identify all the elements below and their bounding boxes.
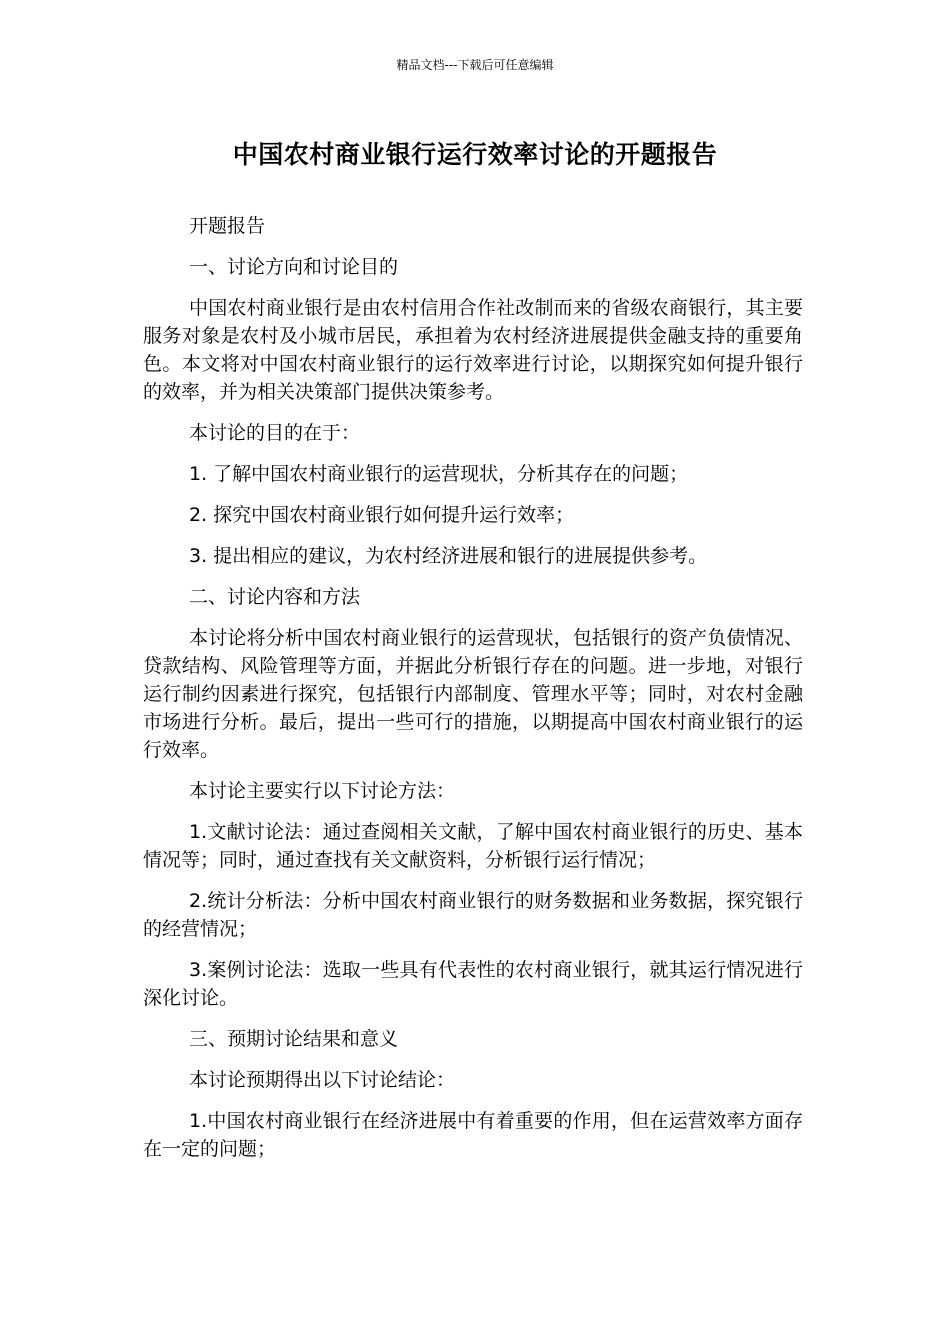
section-heading-1: 一、讨论方向和讨论目的	[189, 256, 399, 278]
method-item-1: 1.文献讨论法：通过查阅相关文献，了解中国农村商业银行的历史、基本情况等；同时，通过查找有关文献资料，分析银行运行情况；	[143, 821, 803, 871]
paragraph-results-lead: 本讨论预期得出以下讨论结论：	[189, 1069, 456, 1091]
method-item-3: 3.案例讨论法：选取一些具有代表性的农村商业银行，就其运行情况进行深化讨论。	[143, 959, 803, 1009]
section-heading-2: 二、讨论内容和方法	[189, 586, 361, 608]
document-body	[143, 212, 803, 1176]
method-item-2: 2.统计分析法：分析中国农村商业银行的财务数据和业务数据，探究银行的经营情况；	[143, 890, 803, 940]
document-title: 中国农村商业银行运行效率讨论的开题报告	[232, 140, 718, 169]
purpose-item-2: 2. 探究中国农村商业银行如何提升运行效率；	[189, 504, 575, 526]
paragraph-content: 本讨论将分析中国农村商业银行的运营现状，包括银行的资产负债情况、贷款结构、风险管理等方面，并据此分析银行存在的问题。进一步地，对银行运行制约因素进行探究，包括银行内部制度、管理水平等；同时，对农村金融市场进行分析。最后，提出一些可行的措施，以期提高中国农村商业银行的运行效率。	[143, 627, 803, 761]
paragraph-intro: 中国农村商业银行是由农村信用合作社改制而来的省级农商银行，其主要服务对象是农村及小城市居民，承担着为农村经济进展提供金融支持的重要角色。本文将对中国农村商业银行的运行效率进行讨论，以期探究如何提升银行的效率，并为相关决策部门提供决策参考。	[143, 297, 803, 403]
paragraph-methods-lead: 本讨论主要实行以下讨论方法：	[189, 780, 456, 802]
paragraph-purpose-lead: 本讨论的目的在于：	[189, 422, 361, 444]
paragraph-report-label: 开题报告	[189, 215, 266, 237]
header-note: 精品文档---下载后可任意编辑	[396, 58, 554, 72]
purpose-item-3: 3. 提出相应的建议，为农村经济进展和银行的进展提供参考。	[189, 545, 708, 567]
purpose-item-1: 1. 了解中国农村商业银行的运营现状，分析其存在的问题；	[189, 463, 689, 485]
section-heading-3: 三、预期讨论结果和意义	[189, 1028, 399, 1050]
result-item-1: 1.中国农村商业银行在经济进展中有着重要的作用，但在运营效率方面存在一定的问题；	[143, 1110, 803, 1160]
